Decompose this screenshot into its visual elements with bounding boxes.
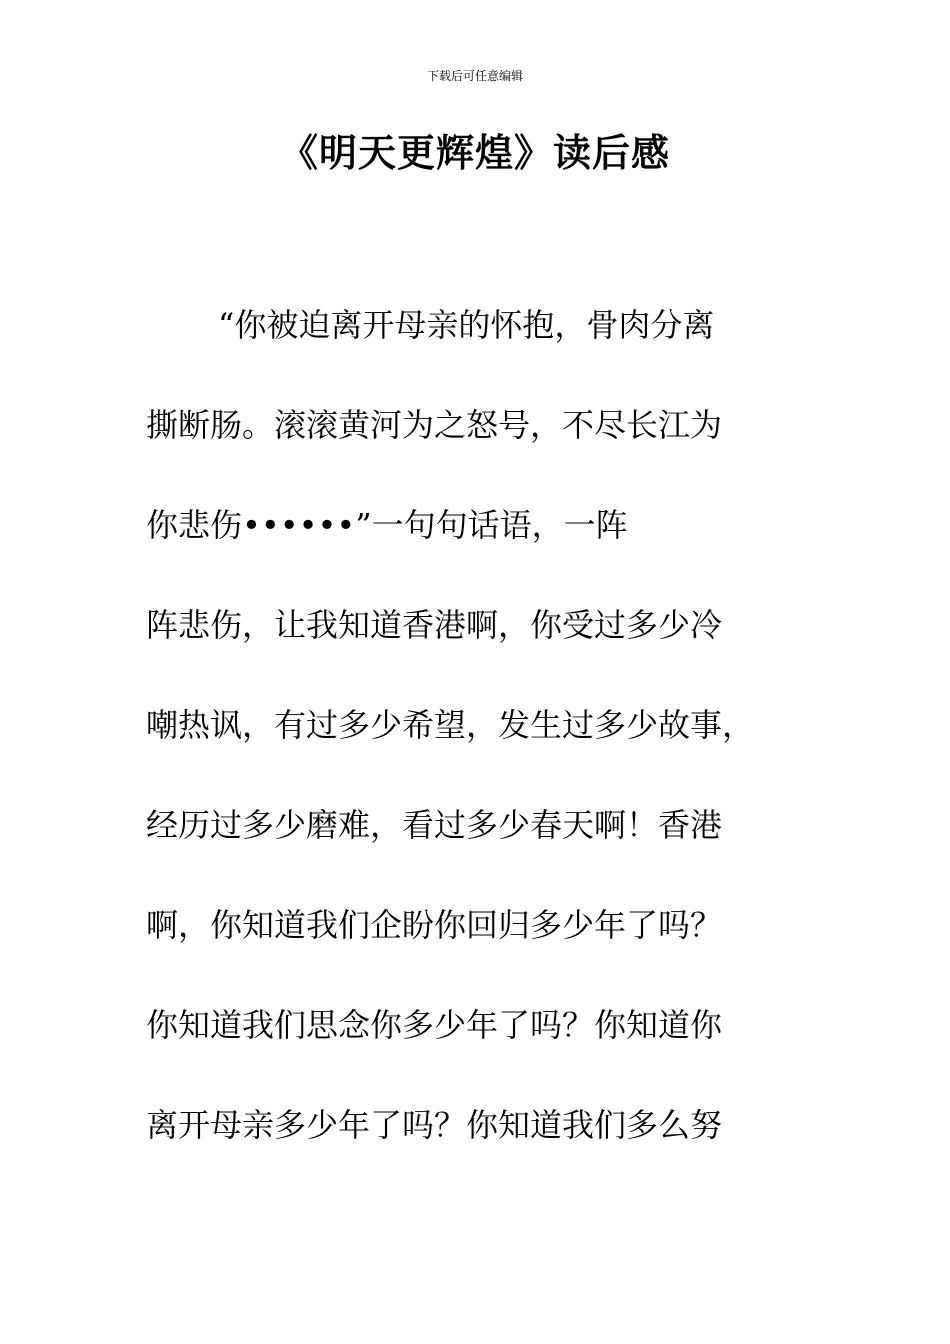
document-title: 《明天更辉煌》读后感 xyxy=(279,130,670,175)
body-paragraph xyxy=(146,300,806,1200)
paragraph-line: 离开母亲多少年了吗？你知道我们多么努 xyxy=(146,1106,723,1144)
paragraph-line: 撕断肠。滚滚黄河为之怒号，不尽长江为 xyxy=(146,406,723,444)
paragraph-line: 你知道我们思念你多少年了吗？你知道你 xyxy=(146,1006,723,1044)
paragraph-line: 嘲热讽，有过多少希望，发生过多少故事， xyxy=(146,706,755,744)
paragraph-line: 经历过多少磨难，看过多少春天啊！香港 xyxy=(146,806,723,844)
paragraph-line: 阵悲伤，让我知道香港啊，你受过多少冷 xyxy=(146,606,723,644)
paragraph-line: “你被迫离开母亲的怀抱，骨肉分离 xyxy=(218,306,715,344)
paragraph-line: 你悲伤••••••”一句句话语，一阵 xyxy=(146,506,628,544)
paragraph-line: 啊，你知道我们企盼你回归多少年了吗？ xyxy=(146,906,723,944)
header-note: 下载后可任意编辑 xyxy=(426,69,523,83)
